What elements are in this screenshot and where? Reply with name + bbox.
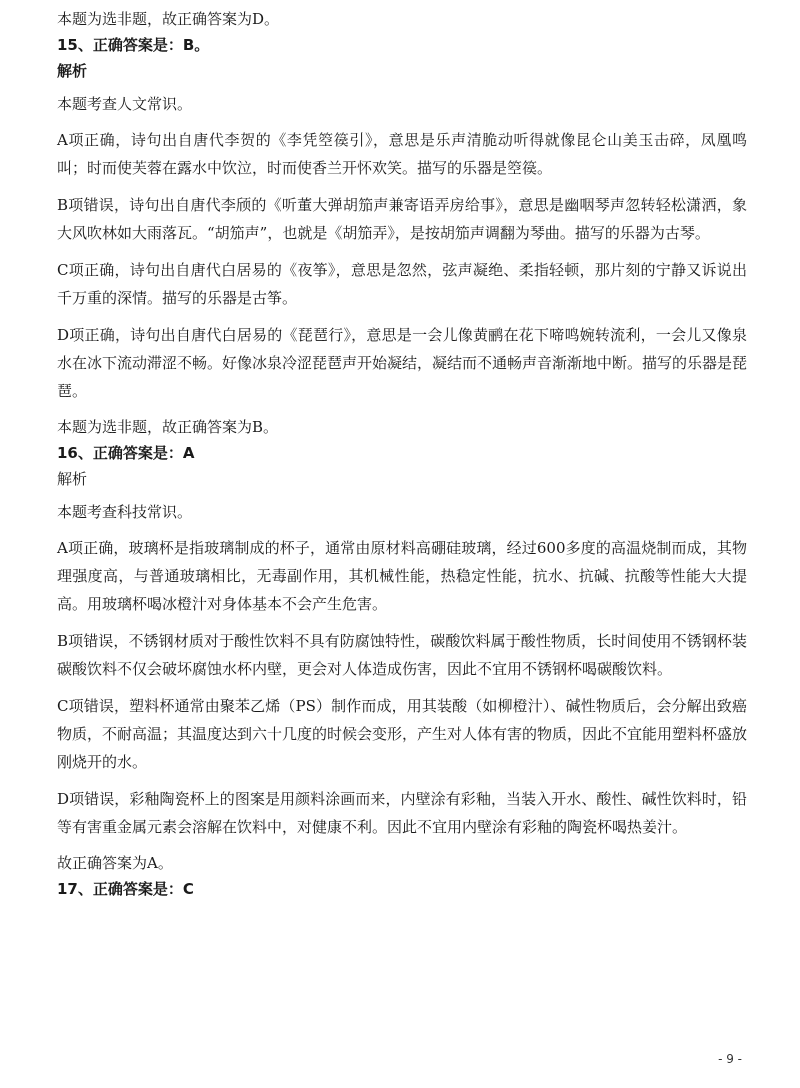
q15-conclusion: 本题为选非题，故正确答案为B。	[57, 418, 279, 436]
page-number: - 9 -	[718, 1052, 742, 1066]
q15-topic: 本题考查人文常识。	[57, 95, 193, 113]
q16-conclusion: 故正确答案为A。	[57, 854, 173, 872]
q16-option-a: A项正确，玻璃杯是指玻璃制成的杯子，通常由原材料高硼硅玻璃，经过600多度的高温烧制而成，其物理强度高，与普通玻璃相比，无毒副作用，其机械性能，热稳定性能，抗水、抗碱、抗酸等性能大大提高。用玻璃杯喝冰橙汁对身体基本不会产生危害。	[57, 539, 747, 613]
document-page	[57, 6, 747, 902]
q15-option-a: A项正确，诗句出自唐代李贺的《李凭箜篌引》，意思是乐声清脆动听得就像昆仑山美玉击碎，凤凰鸣叫；时而使芙蓉在露水中饮泣，时而使香兰开怀欢笑。描写的乐器是箜篌。	[57, 131, 747, 177]
q16-option-b: B项错误，不锈钢材质对于酸性饮料不具有防腐蚀特性，碳酸饮料属于酸性物质，长时间使用不锈钢杯装碳酸饮料不仅会破坏腐蚀水杯内壁，更会对人体造成伤害，因此不宜用不锈钢杯喝碳酸饮料。	[57, 632, 747, 678]
q15-analysis-label: 解析	[57, 62, 88, 80]
q15-option-b: B项错误，诗句出自唐代李颀的《听董大弹胡笳声兼寄语弄房给事》，意思是幽咽琴声忽转轻松潇洒，象大风吹林如大雨落瓦。“胡笳声”，也就是《胡笳弄》，是按胡笳声调翻为琴曲。描写的乐器为古琴。	[57, 196, 747, 242]
q16-topic: 本题考查科技常识。	[57, 503, 193, 521]
intro-conclusion: 本题为选非题，故正确答案为D。	[57, 10, 280, 28]
q16-heading: 16、正确答案是：A	[57, 444, 195, 462]
q15-option-c: C项正确，诗句出自唐代白居易的《夜筝》，意思是忽然，弦声凝绝、柔指轻顿，那片刻的宁静又诉说出千万重的深情。描写的乐器是古筝。	[57, 261, 747, 307]
q16-option-d: D项错误，彩釉陶瓷杯上的图案是用颜料涂画而来，内壁涂有彩釉，当装入开水、酸性、碱性饮料时，铅等有害重金属元素会溶解在饮料中，对健康不利。因此不宜用内壁涂有彩釉的陶瓷杯喝热姜汁。	[57, 790, 747, 836]
q16-option-c: C项错误，塑料杯通常由聚苯乙烯（PS）制作而成，用其装酸（如柳橙汁）、碱性物质后，会分解出致癌物质，不耐高温；其温度达到六十几度的时候会变形，产生对人体有害的物质，因此不宜能用塑料杯盛放刚烧开的水。	[57, 697, 748, 771]
q15-option-d: D项正确，诗句出自唐代白居易的《琵琶行》，意思是一会儿像黄鹂在花下啼鸣婉转流利，一会儿又像泉水在冰下流动滞涩不畅。好像冰泉冷涩琵琶声开始凝结，凝结而不通畅声音渐渐地中断。描写的乐器是琵琶。	[57, 326, 748, 400]
q16-analysis-label: 解析	[57, 470, 88, 488]
q17-heading: 17、正确答案是：C	[57, 880, 194, 898]
q15-heading: 15、正确答案是：B。	[57, 36, 210, 54]
